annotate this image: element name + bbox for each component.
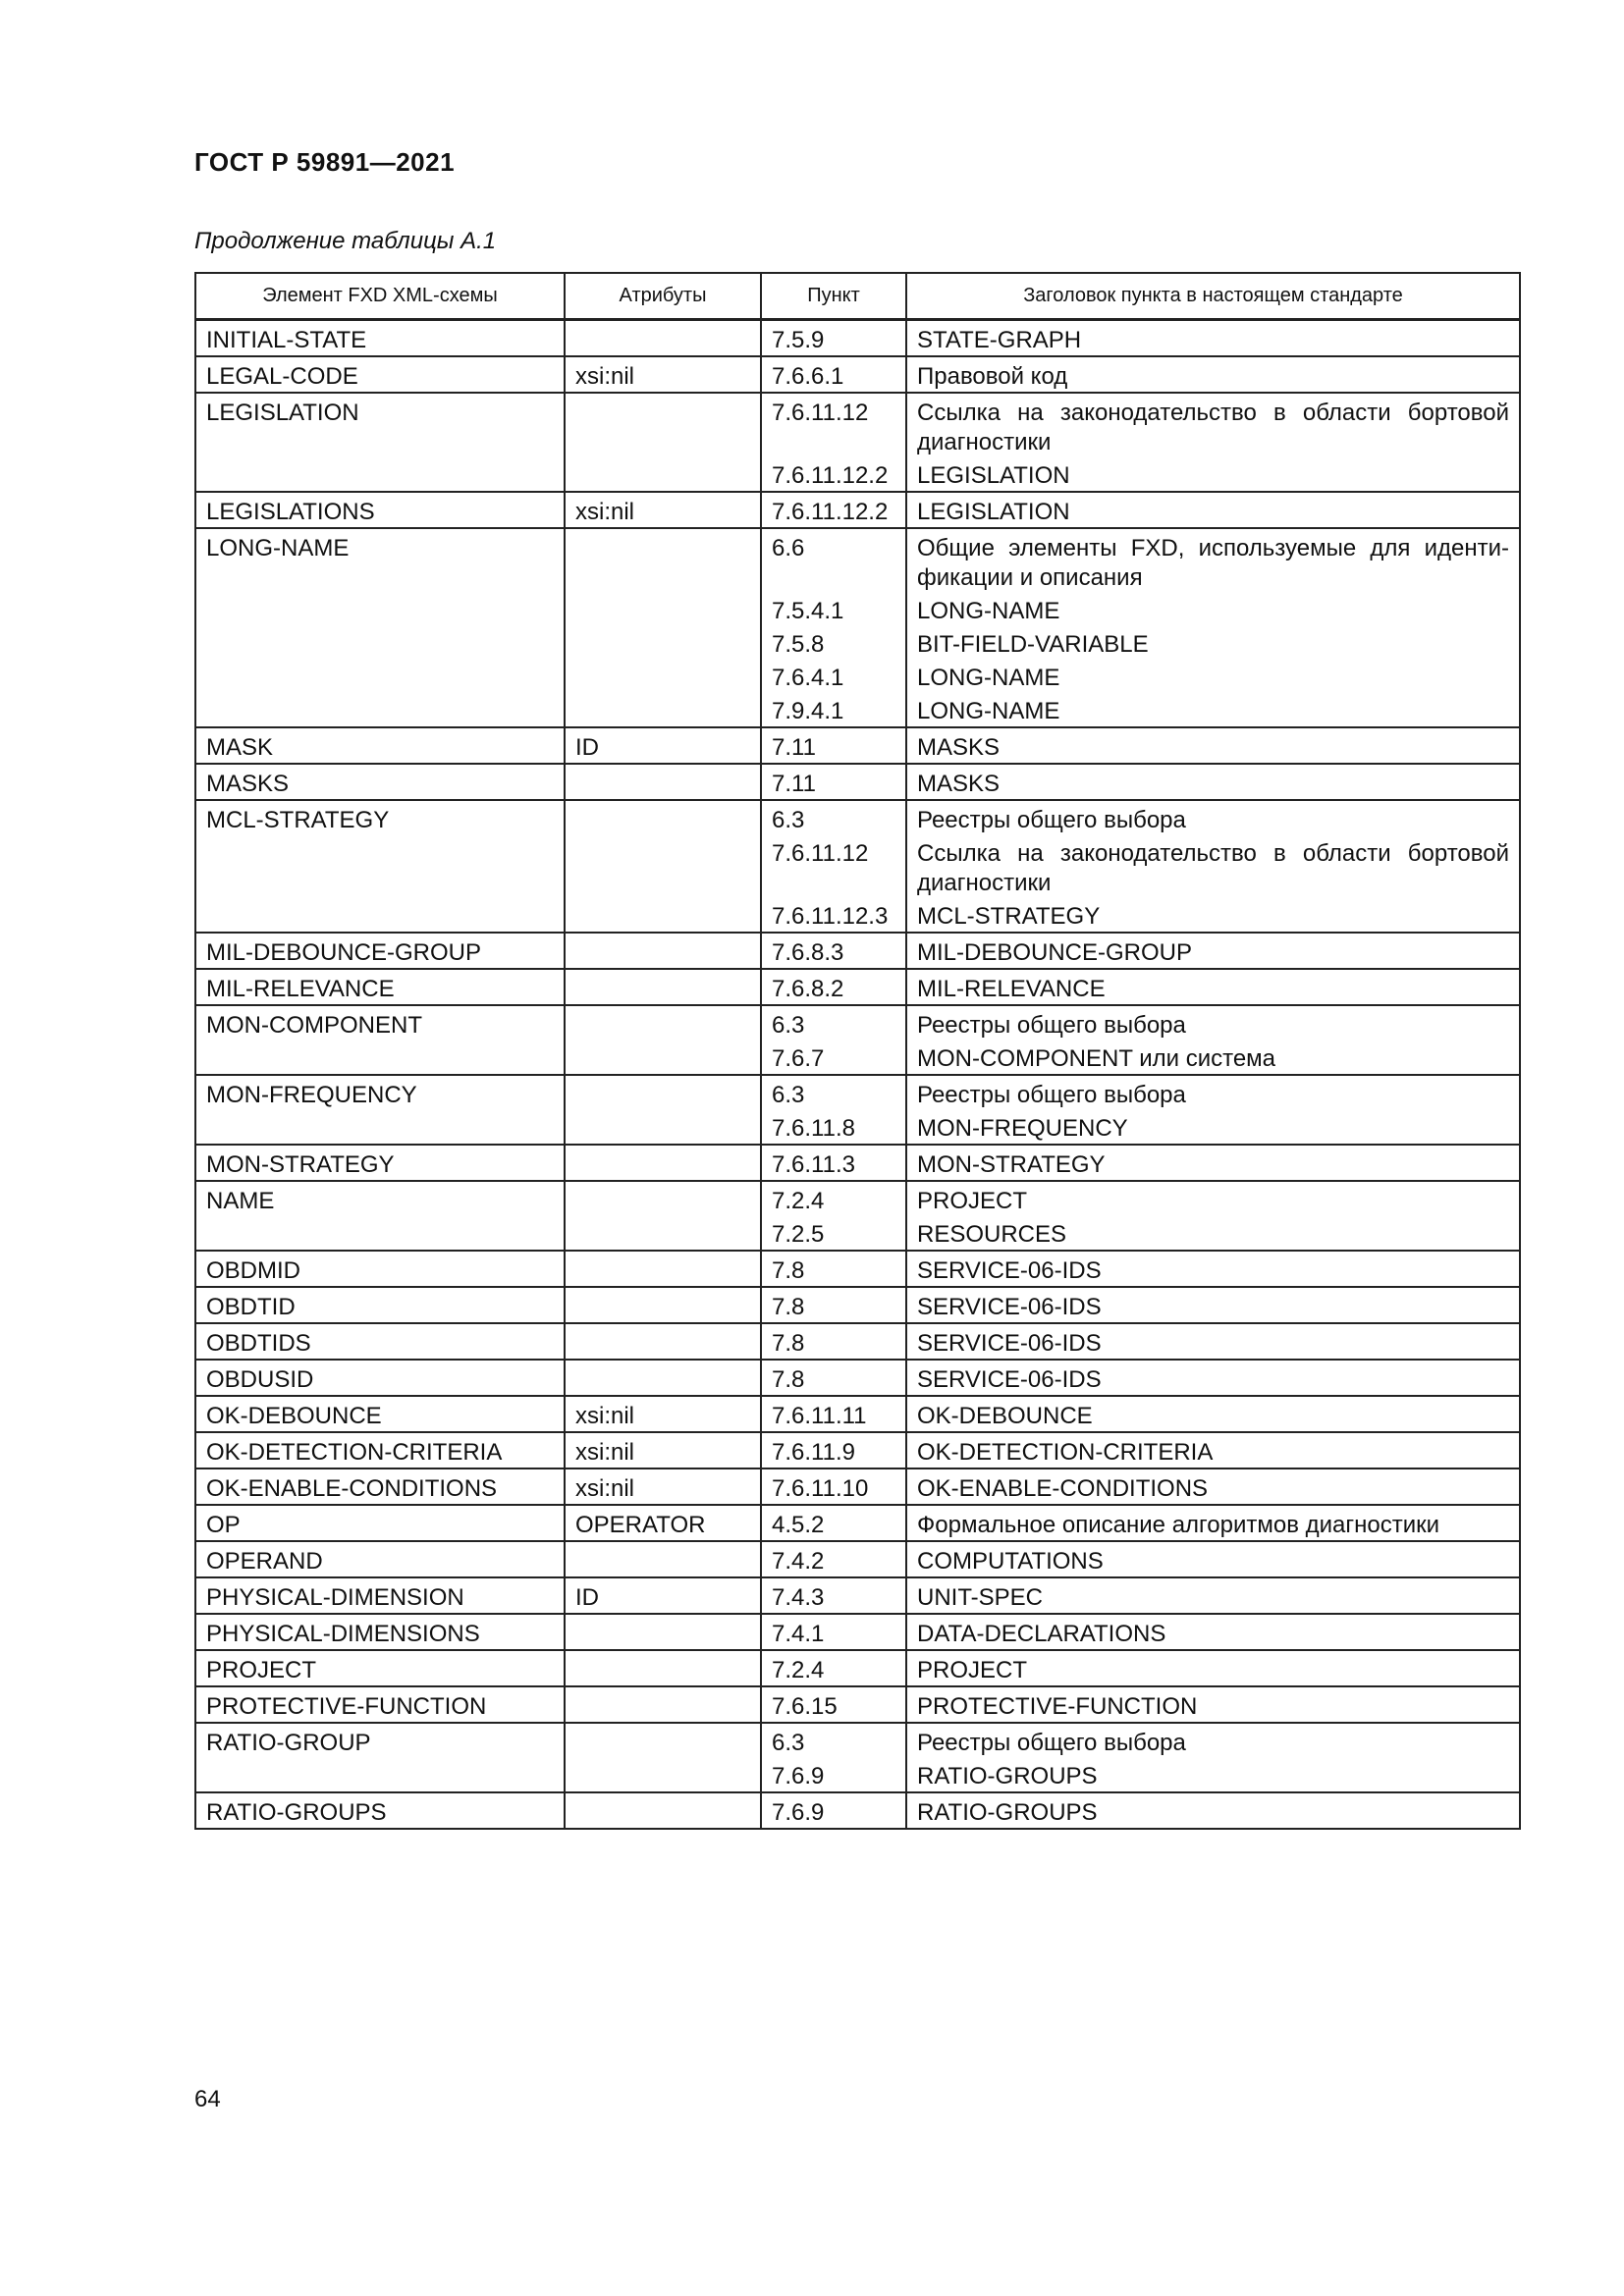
cell-attribute <box>565 1323 761 1360</box>
table-row <box>195 356 1520 393</box>
cell-clause: 6.3 <box>761 1005 906 1041</box>
cell-element: RATIO-GROUPS <box>195 1792 565 1829</box>
cell-element: MON-FREQUENCY <box>195 1075 565 1145</box>
cell-element: MON-STRATEGY <box>195 1145 565 1181</box>
cell-attribute <box>565 393 761 492</box>
header-element: Элемент FXD XML-схемы <box>195 273 565 320</box>
table-row <box>195 764 1520 800</box>
cell-clause-title: PROJECT <box>906 1181 1520 1216</box>
table-row <box>195 1287 1520 1323</box>
table-row <box>195 1686 1520 1723</box>
cell-attribute <box>565 969 761 1005</box>
cell-clause: 7.8 <box>761 1287 906 1323</box>
cell-clause: 7.2.4 <box>761 1650 906 1686</box>
cell-attribute <box>565 1792 761 1829</box>
cell-clause: 7.6.11.11 <box>761 1396 906 1432</box>
cell-clause-title: MON-FREQUENCY <box>906 1110 1520 1145</box>
table-row <box>195 320 1520 357</box>
cell-element: MCL-STRATEGY <box>195 800 565 933</box>
cell-clause: 7.8 <box>761 1251 906 1287</box>
cell-clause-title: Реестры общего выбора <box>906 1075 1520 1110</box>
cell-clause-title: Реестры общего выбора <box>906 1723 1520 1758</box>
cell-attribute <box>565 1075 761 1145</box>
cell-attribute <box>565 1650 761 1686</box>
cell-clause: 7.9.4.1 <box>761 693 906 727</box>
cell-clause-title: Реестры общего выбора <box>906 800 1520 835</box>
table-row <box>195 1323 1520 1360</box>
table-body <box>195 320 1520 1830</box>
fxd-elements-table <box>194 272 1521 1830</box>
cell-clause: 7.6.11.12 <box>761 835 906 898</box>
table-row <box>195 1251 1520 1287</box>
cell-attribute <box>565 1251 761 1287</box>
cell-element: OK-DETECTION-CRITERIA <box>195 1432 565 1468</box>
cell-clause: 7.6.11.8 <box>761 1110 906 1145</box>
table-row <box>195 969 1520 1005</box>
cell-element: PROTECTIVE-FUNCTION <box>195 1686 565 1723</box>
cell-element: LEGISLATIONS <box>195 492 565 528</box>
cell-attribute <box>565 528 761 727</box>
cell-attribute: xsi:nil <box>565 492 761 528</box>
cell-attribute <box>565 1145 761 1181</box>
cell-attribute <box>565 1181 761 1251</box>
table-row <box>195 1792 1520 1829</box>
table-row <box>195 492 1520 528</box>
cell-clause-title: SERVICE-06-IDS <box>906 1323 1520 1360</box>
cell-clause: 7.6.15 <box>761 1686 906 1723</box>
cell-attribute: ID <box>565 1577 761 1614</box>
cell-clause: 6.3 <box>761 1075 906 1110</box>
cell-clause-title: Правовой код <box>906 356 1520 393</box>
cell-clause: 7.6.8.3 <box>761 933 906 969</box>
cell-element: MASK <box>195 727 565 764</box>
cell-clause-title: DATA-DECLARATIONS <box>906 1614 1520 1650</box>
header-attributes: Атрибуты <box>565 273 761 320</box>
cell-attribute <box>565 320 761 357</box>
cell-attribute <box>565 800 761 933</box>
cell-clause: 7.6.11.3 <box>761 1145 906 1181</box>
table-row <box>195 1505 1520 1541</box>
cell-clause: 7.6.7 <box>761 1041 906 1075</box>
cell-clause: 4.5.2 <box>761 1505 906 1541</box>
cell-element: RATIO-GROUP <box>195 1723 565 1792</box>
table-caption: Продолжение таблицы А.1 <box>194 228 497 254</box>
cell-clause: 7.6.11.9 <box>761 1432 906 1468</box>
cell-clause-title: OK-ENABLE-CONDITIONS <box>906 1468 1520 1505</box>
cell-attribute <box>565 933 761 969</box>
cell-clause-title: Общие элементы FXD, используемые для иденти-фикации и описания <box>906 528 1520 593</box>
table-row <box>195 1614 1520 1650</box>
cell-clause-title: BIT-FIELD-VARIABLE <box>906 626 1520 660</box>
cell-clause: 7.5.4.1 <box>761 593 906 626</box>
cell-clause-title: LONG-NAME <box>906 693 1520 727</box>
cell-clause: 7.8 <box>761 1360 906 1396</box>
header-clause-title: Заголовок пункта в настоящем стандарте <box>906 273 1520 320</box>
table-row <box>195 1650 1520 1686</box>
cell-clause: 7.8 <box>761 1323 906 1360</box>
cell-clause-title: OK-DETECTION-CRITERIA <box>906 1432 1520 1468</box>
cell-element: MIL-DEBOUNCE-GROUP <box>195 933 565 969</box>
table-row <box>195 393 1520 457</box>
cell-clause: 7.11 <box>761 727 906 764</box>
cell-clause-title: OK-DEBOUNCE <box>906 1396 1520 1432</box>
table-row <box>195 1360 1520 1396</box>
cell-clause: 7.4.2 <box>761 1541 906 1577</box>
cell-element: LEGAL-CODE <box>195 356 565 393</box>
cell-element: PHYSICAL-DIMENSIONS <box>195 1614 565 1650</box>
cell-element: OBDTIDS <box>195 1323 565 1360</box>
cell-attribute <box>565 1686 761 1723</box>
cell-clause-title: Формальное описание алгоритмов диагностики <box>906 1505 1520 1541</box>
cell-clause: 7.6.11.10 <box>761 1468 906 1505</box>
cell-clause: 7.11 <box>761 764 906 800</box>
cell-clause-title: MON-COMPONENT или система <box>906 1041 1520 1075</box>
cell-clause-title: COMPUTATIONS <box>906 1541 1520 1577</box>
cell-element: OK-ENABLE-CONDITIONS <box>195 1468 565 1505</box>
table-row <box>195 1432 1520 1468</box>
cell-attribute: xsi:nil <box>565 1432 761 1468</box>
cell-attribute: OPERATOR <box>565 1505 761 1541</box>
cell-element: LONG-NAME <box>195 528 565 727</box>
cell-attribute: xsi:nil <box>565 356 761 393</box>
cell-clause-title: STATE-GRAPH <box>906 320 1520 357</box>
table-row <box>195 1396 1520 1432</box>
cell-element: LEGISLATION <box>195 393 565 492</box>
cell-attribute: ID <box>565 727 761 764</box>
cell-attribute <box>565 1723 761 1792</box>
document-code: ГОСТ Р 59891—2021 <box>194 147 456 177</box>
cell-clause: 6.6 <box>761 528 906 593</box>
cell-clause: 6.3 <box>761 800 906 835</box>
cell-element: OK-DEBOUNCE <box>195 1396 565 1432</box>
table-row <box>195 727 1520 764</box>
cell-clause: 7.2.5 <box>761 1216 906 1251</box>
table-row <box>195 1541 1520 1577</box>
cell-clause-title: MIL-RELEVANCE <box>906 969 1520 1005</box>
cell-clause-title: PROTECTIVE-FUNCTION <box>906 1686 1520 1723</box>
cell-attribute: xsi:nil <box>565 1468 761 1505</box>
cell-element: OBDUSID <box>195 1360 565 1396</box>
cell-clause: 7.6.9 <box>761 1792 906 1829</box>
cell-clause-title: PROJECT <box>906 1650 1520 1686</box>
cell-element: OBDTID <box>195 1287 565 1323</box>
cell-clause-title: RATIO-GROUPS <box>906 1792 1520 1829</box>
cell-element: OP <box>195 1505 565 1541</box>
cell-clause: 6.3 <box>761 1723 906 1758</box>
cell-clause: 7.6.11.12.2 <box>761 457 906 492</box>
cell-clause-title: UNIT-SPEC <box>906 1577 1520 1614</box>
cell-clause-title: SERVICE-06-IDS <box>906 1360 1520 1396</box>
cell-clause-title: MCL-STRATEGY <box>906 898 1520 933</box>
cell-clause-title: SERVICE-06-IDS <box>906 1251 1520 1287</box>
cell-attribute <box>565 1005 761 1075</box>
cell-clause-title: RESOURCES <box>906 1216 1520 1251</box>
cell-clause-title: Реестры общего выбора <box>906 1005 1520 1041</box>
table-row <box>195 933 1520 969</box>
table-row <box>195 1468 1520 1505</box>
cell-element: NAME <box>195 1181 565 1251</box>
cell-clause-title: MASKS <box>906 727 1520 764</box>
cell-clause-title: LONG-NAME <box>906 593 1520 626</box>
cell-clause-title: SERVICE-06-IDS <box>906 1287 1520 1323</box>
cell-clause: 7.6.6.1 <box>761 356 906 393</box>
table-row <box>195 1723 1520 1758</box>
cell-element: MASKS <box>195 764 565 800</box>
table-row <box>195 528 1520 593</box>
cell-clause: 7.6.11.12.3 <box>761 898 906 933</box>
cell-element: INITIAL-STATE <box>195 320 565 357</box>
cell-attribute <box>565 1614 761 1650</box>
table-row <box>195 1181 1520 1216</box>
cell-attribute <box>565 1287 761 1323</box>
table-row <box>195 800 1520 835</box>
cell-element: MON-COMPONENT <box>195 1005 565 1075</box>
cell-clause-title: MIL-DEBOUNCE-GROUP <box>906 933 1520 969</box>
cell-clause-title: RATIO-GROUPS <box>906 1758 1520 1792</box>
page-number: 64 <box>194 2086 221 2112</box>
cell-element: OBDMID <box>195 1251 565 1287</box>
cell-attribute <box>565 1360 761 1396</box>
cell-element: OPERAND <box>195 1541 565 1577</box>
cell-clause-title: Ссылка на законодательство в области бортовой диагностики <box>906 835 1520 898</box>
cell-clause: 7.5.9 <box>761 320 906 357</box>
table-row <box>195 1005 1520 1041</box>
table-row <box>195 1145 1520 1181</box>
cell-element: MIL-RELEVANCE <box>195 969 565 1005</box>
cell-clause: 7.6.11.12 <box>761 393 906 457</box>
cell-attribute <box>565 1541 761 1577</box>
cell-clause: 7.6.8.2 <box>761 969 906 1005</box>
cell-clause-title: MON-STRATEGY <box>906 1145 1520 1181</box>
cell-clause-title: LONG-NAME <box>906 660 1520 693</box>
cell-clause: 7.6.9 <box>761 1758 906 1792</box>
cell-clause-title: MASKS <box>906 764 1520 800</box>
cell-clause-title: Ссылка на законодательство в области бортовой диагностики <box>906 393 1520 457</box>
cell-element: PHYSICAL-DIMENSION <box>195 1577 565 1614</box>
table-header-row <box>195 273 1520 320</box>
cell-clause: 7.5.8 <box>761 626 906 660</box>
table-row <box>195 1577 1520 1614</box>
cell-attribute: xsi:nil <box>565 1396 761 1432</box>
cell-clause: 7.4.3 <box>761 1577 906 1614</box>
cell-clause: 7.4.1 <box>761 1614 906 1650</box>
cell-clause: 7.6.11.12.2 <box>761 492 906 528</box>
cell-element: PROJECT <box>195 1650 565 1686</box>
cell-clause-title: LEGISLATION <box>906 492 1520 528</box>
cell-clause: 7.6.4.1 <box>761 660 906 693</box>
cell-attribute <box>565 764 761 800</box>
header-clause: Пункт <box>761 273 906 320</box>
cell-clause-title: LEGISLATION <box>906 457 1520 492</box>
table-row <box>195 1075 1520 1110</box>
cell-clause: 7.2.4 <box>761 1181 906 1216</box>
